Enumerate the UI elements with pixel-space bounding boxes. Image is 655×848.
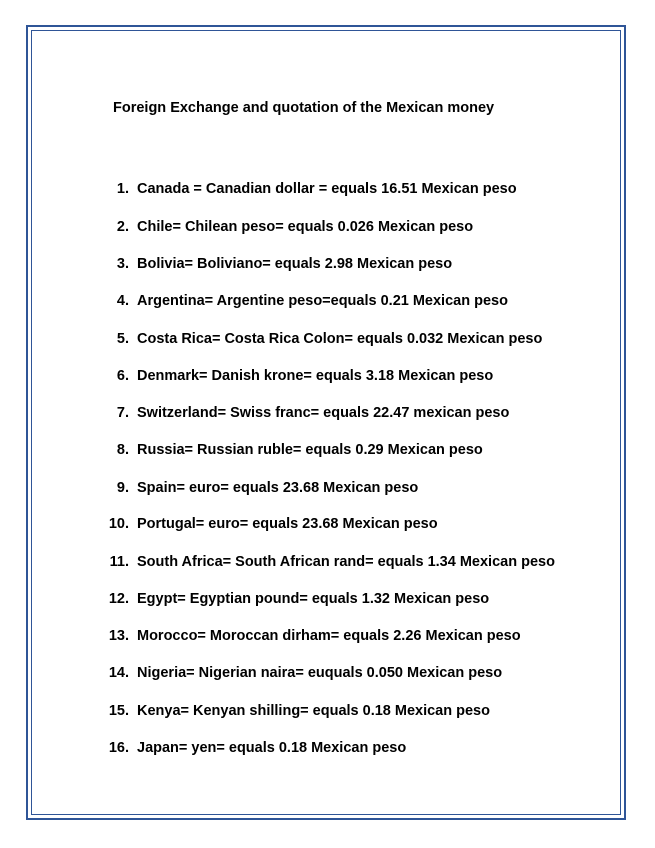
list-item (96, 628, 521, 644)
item-number: 8. (116, 442, 129, 458)
list-item (96, 554, 555, 570)
item-number: 15. (108, 703, 129, 719)
item-number: 12. (108, 591, 129, 607)
list-item (96, 516, 438, 532)
item-number: 4. (116, 293, 129, 309)
item-text: Argentina= Argentine peso=equals 0.21 Mexican peso (137, 293, 508, 309)
item-text: Bolivia= Boliviano= equals 2.98 Mexican peso (137, 256, 453, 272)
item-number: 5. (116, 331, 129, 347)
item-number: 13. (108, 628, 129, 644)
list-item (96, 256, 452, 272)
list-item (96, 368, 493, 384)
item-number: 6. (116, 368, 129, 384)
item-number: 16. (108, 740, 129, 756)
page-border-inner (31, 30, 621, 815)
item-text: South Africa= South African rand= equals 1.34 Mexican peso (137, 554, 555, 570)
list-item (96, 480, 418, 496)
item-text: Canada = Canadian dollar = equals 16.51 Mexican peso (137, 181, 517, 197)
list-item (96, 331, 542, 347)
list-item (96, 442, 483, 458)
item-number: 2. (116, 219, 129, 235)
item-number: 11. (109, 554, 129, 570)
list-item (96, 181, 517, 197)
item-number: 14. (108, 665, 129, 681)
item-text: Portugal= euro= equals 23.68 Mexican peso (137, 516, 438, 532)
list-item (96, 703, 490, 719)
item-text: Denmark= Danish krone= equals 3.18 Mexican peso (137, 368, 494, 384)
list-item (96, 591, 489, 607)
item-number: 3. (116, 256, 129, 272)
item-number: 9. (116, 480, 129, 496)
item-number: 1. (116, 181, 129, 197)
item-text: Morocco= Moroccan dirham= equals 2.26 Mexican peso (137, 628, 521, 644)
item-text: Russia= Russian ruble= equals 0.29 Mexican peso (137, 442, 483, 458)
item-text: Nigeria= Nigerian naira= euquals 0.050 Mexican peso (137, 665, 503, 681)
item-text: Egypt= Egyptian pound= equals 1.32 Mexican peso (137, 591, 490, 607)
item-text: Switzerland= Swiss franc= equals 22.47 mexican peso (137, 405, 510, 421)
list-item (96, 740, 406, 756)
item-number: 10. (108, 516, 129, 532)
list-item (96, 405, 509, 421)
list-item (96, 293, 508, 309)
item-text: Chile= Chilean peso= equals 0.026 Mexican peso (137, 219, 474, 235)
item-text: Costa Rica= Costa Rica Colon= equals 0.032 Mexican peso (137, 331, 543, 347)
item-text: Spain= euro= equals 23.68 Mexican peso (137, 480, 419, 496)
list-item (96, 219, 473, 235)
list-item (96, 665, 502, 681)
item-text: Japan= yen= equals 0.18 Mexican peso (137, 740, 407, 756)
item-text: Kenya= Kenyan shilling= equals 0.18 Mexican peso (137, 703, 490, 719)
document-title: Foreign Exchange and quotation of the Mexican money (113, 100, 495, 116)
item-number: 7. (116, 405, 129, 421)
